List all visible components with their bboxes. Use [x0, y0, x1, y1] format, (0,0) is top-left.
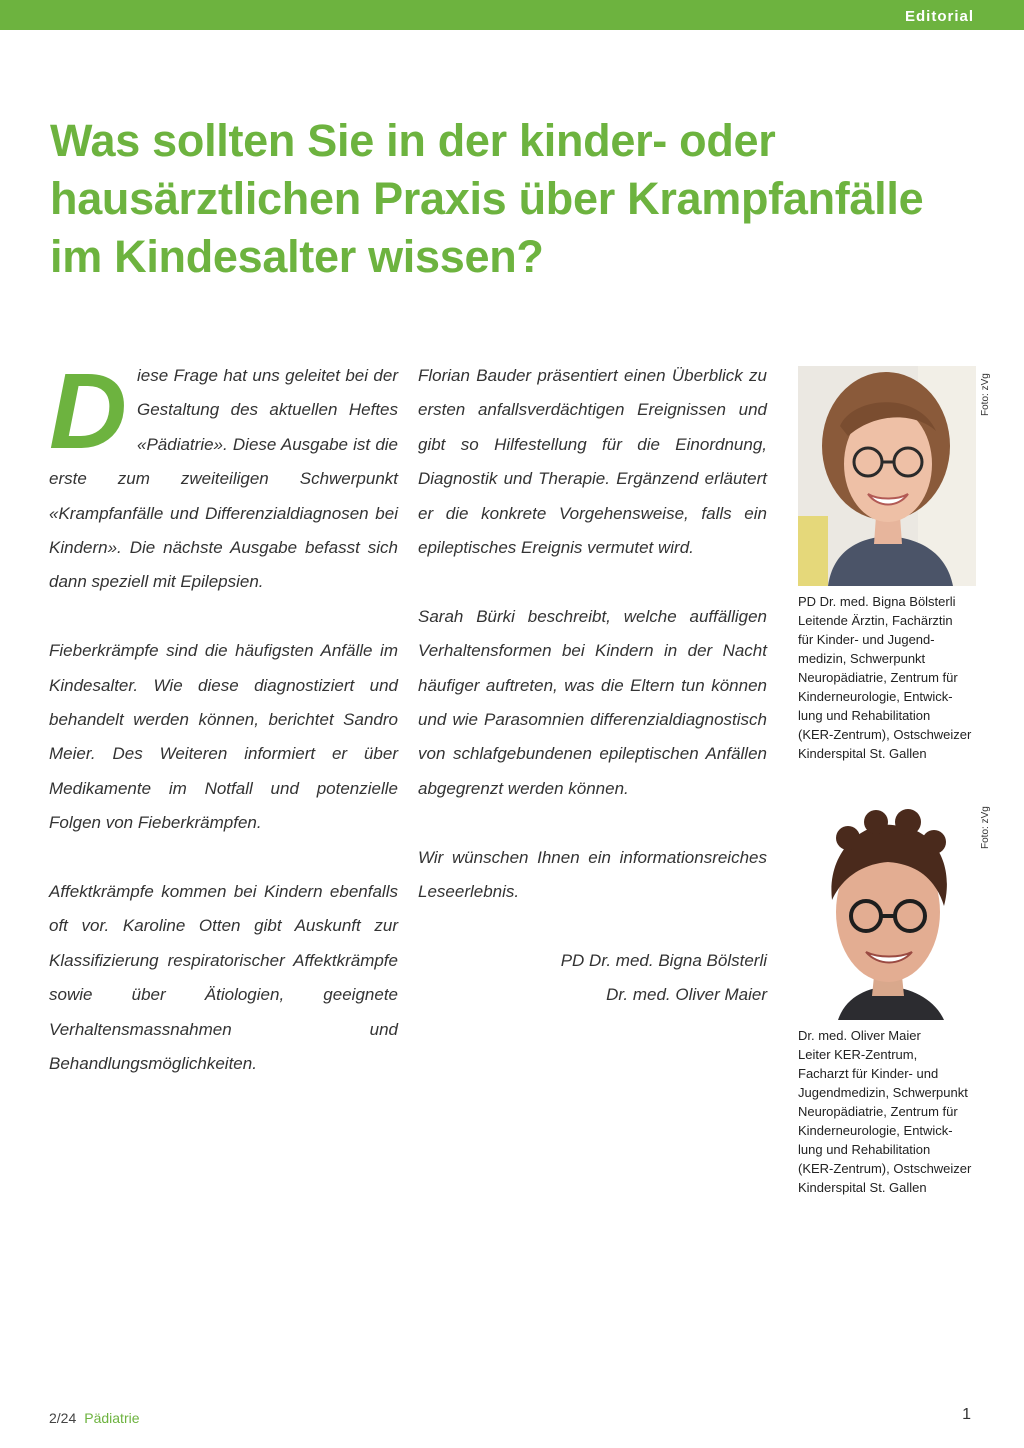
article-paragraph: Wir wünschen Ihnen ein informationsreiches Leseerlebnis.	[418, 847, 767, 902]
article-paragraph: Affektkrämpfe kommen bei Kindern ebenfalls oft vor. Karoline Otten gibt Auskunft zur Klassifizierung respiratorischer Affektkrämpfe sowie über Ätiologien, geeignete Verhaltensmassnahmen und Behandlungsmöglichkeiten.	[49, 882, 398, 1074]
article-column-1	[49, 350, 398, 1116]
section-header-bar	[0, 0, 1024, 30]
magazine-name: Pädiatrie	[84, 1410, 140, 1426]
footer-issue-info	[49, 1410, 140, 1426]
author-caption-bolsterli: PD Dr. med. Bigna Bölsterli Leitende Ärztin, Fachärztin für Kinder- und Jugend- medizin, Schwerpunkt Neuropädiatrie, Zentrum für Kinderneurologie, Entwick- lung und Rehabilitation (KER-Zentrum), Ostschweizer Kinderspital St. Gallen	[798, 594, 972, 761]
issue-number: 2/24	[49, 1410, 77, 1426]
drop-cap: D	[49, 350, 127, 471]
author-photo-maier	[798, 808, 976, 1020]
article-paragraph: Sarah Bürki beschreibt, welche auffälligen Verhaltensformen bei Kindern in der Nacht häufiger auftreten, was die Eltern tun können und wie Parasomnien differenzialdiagnostisch von schlafgebundenen epileptischen Anfällen abgegrenzt werden können.	[418, 606, 767, 798]
author-photo-bolsterli	[798, 366, 976, 586]
article-headline: Was sollten Sie in der kinder- oder hausärztlichen Praxis über Krampfanfälle im Kindesalter wissen?	[50, 115, 924, 282]
signature-name: PD Dr. med. Bigna Bölsterli	[560, 950, 767, 970]
page-number: 1	[962, 1406, 971, 1423]
article-paragraph: Florian Bauder präsentiert einen Überblick zu ersten anfallsverdächtigen Ereignissen und gibt so Hilfestellung für die Einordnung, Diagnostik und Therapie. Ergänzend erläutert er die konkrete Vorgehensweise, falls ein epileptisches Ereignis vermutet wird.	[418, 366, 767, 558]
article-column-2	[418, 359, 767, 1013]
article-paragraph: Fieberkrämpfe sind die häufigsten Anfälle im Kindesalter. Wie diese diagnostiziert und behandelt werden können, berichtet Sandro Meier. Des Weiteren informiert er über Medikamente im Notfall und potenzielle Folgen von Fieberkrämpfen.	[49, 641, 398, 833]
author-caption-maier: Dr. med. Oliver Maier Leiter KER-Zentrum, Facharzt für Kinder- und Jugendmedizin, Schwerpunkt Neuropädiatrie, Zentrum für Kinderneurologie, Entwick- lung und Rehabilitation (KER-Zentrum), Ostschweizer Kinderspital St. Gallen	[798, 1028, 972, 1195]
signature-block	[418, 944, 767, 1013]
photo-credit: Foto: zVg	[980, 373, 991, 416]
photo-credit: Foto: zVg	[980, 806, 991, 849]
signature-name: Dr. med. Oliver Maier	[606, 985, 767, 1005]
section-label: Editorial	[904, 8, 974, 25]
article-paragraph: Diese Frage hat uns geleitet bei der Gestaltung des aktuellen Heftes «Pädiatrie». Diese Ausgabe ist die erste zum zweiteiligen Schwerpunkt «Krampfanfälle und Differenzialdiagnosen bei Kindern». Die nächste Ausgabe befasst sich dann speziell mit Epilepsien.	[49, 350, 398, 592]
